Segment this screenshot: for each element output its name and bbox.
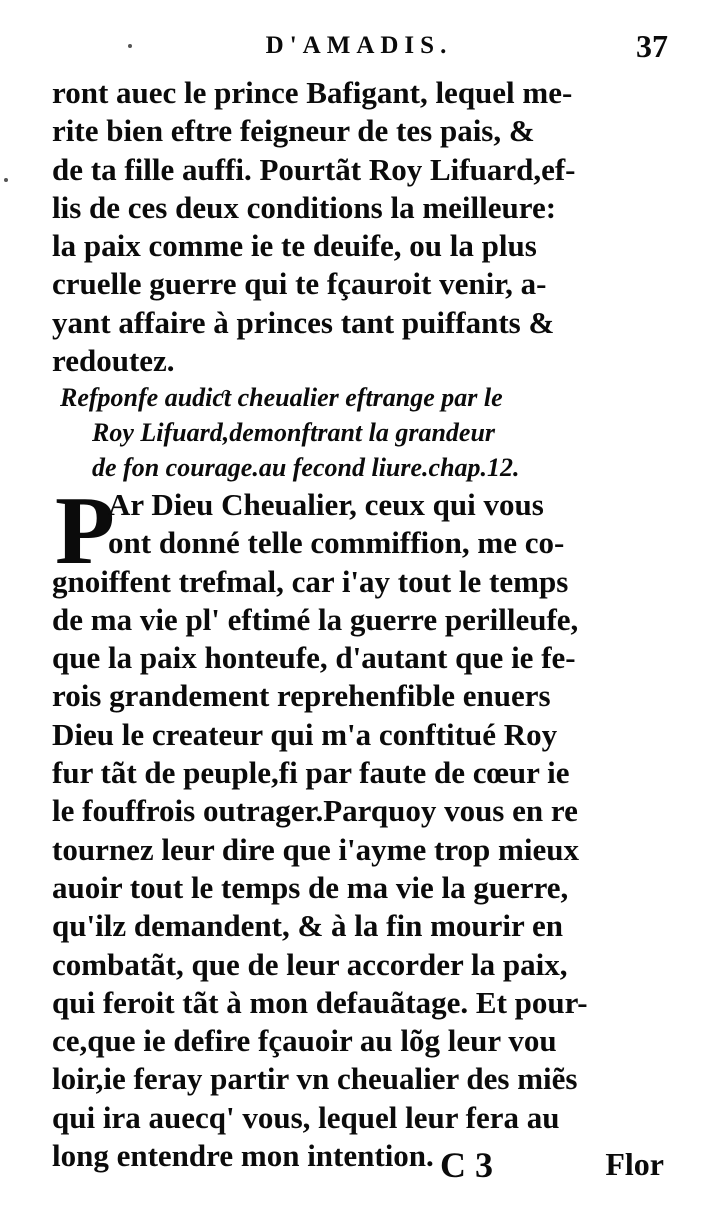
text-line: ont donné telle commiffion, me co- xyxy=(108,525,565,561)
page-footer xyxy=(0,1144,718,1188)
text-line: qu'ilz demandent, & à la fin mourir en xyxy=(52,908,563,944)
section-rubric xyxy=(60,380,650,485)
text-line: yant affaire à princes tant puiffants & xyxy=(52,304,555,340)
text-line: la paix comme ie te deuife, ou la plus xyxy=(52,228,537,264)
drop-cap-initial: P xyxy=(55,477,115,585)
running-title: D'AMADIS. xyxy=(265,32,453,59)
text-line: fur tãt de peuple,fi par faute de cœur ie xyxy=(52,755,570,791)
paragraph-continued xyxy=(52,74,652,380)
text-line: lis de ces deux conditions la meilleure: xyxy=(52,189,557,225)
page-header xyxy=(0,28,718,68)
text-line: loir,ie feray partir vn cheualier des miẽs xyxy=(52,1061,578,1097)
text-line: qui ira auecq' vous, lequel leur fera au xyxy=(52,1099,560,1135)
rubric-line: Roy Lifuard,demonftrant la grandeur xyxy=(92,418,496,447)
text-line: rois grandement reprehenfible enuers xyxy=(52,678,551,714)
signature-mark: C 3 xyxy=(440,1145,493,1185)
rubric-line: de fon courage.au fecond liure.chap.12. xyxy=(92,453,520,482)
text-line: Ar Dieu Cheualier, ceux qui vous xyxy=(108,487,544,522)
text-line: tournez leur dire que i'ayme trop mieux xyxy=(52,831,579,867)
text-line: le fouffrois outrager.Parquoy vous en re xyxy=(52,793,578,829)
text-line: combatãt, que de leur accorder la paix, xyxy=(52,946,568,982)
text-line: de ma vie pl' eftimé la guerre perilleufe, xyxy=(52,601,579,637)
text-line: de ta fille auffi. Pourtãt Roy Lifuard,ef- xyxy=(52,151,576,187)
text-line: ront auec le prince Bafigant, lequel me- xyxy=(52,75,573,110)
text-line: qui feroit tãt à mon defauãtage. Et pour- xyxy=(52,984,588,1020)
paragraph-response xyxy=(52,477,652,1175)
text-line: que la paix honteufe, d'autant que ie fe- xyxy=(52,640,576,676)
text-line: cruelle guerre qui te fçauroit venir, a- xyxy=(52,266,547,302)
text-line: ce,que ie defire fçauoir au lõg leur vou xyxy=(52,1023,557,1059)
catchword: Flor xyxy=(605,1146,664,1182)
text-line: rite bien eftre feigneur de tes pais, & xyxy=(52,113,535,149)
text-line: redoutez. xyxy=(52,343,175,379)
text-line: gnoiffent trefmal, car i'ay tout le temps xyxy=(52,563,569,599)
text-line: auoir tout le temps de ma vie la guerre, xyxy=(52,869,569,905)
ink-speck xyxy=(4,178,8,182)
page-number: 37 xyxy=(636,28,668,64)
text-line: Dieu le createur qui m'a conftitué Roy xyxy=(52,716,558,752)
text-line: long entendre mon intention. xyxy=(52,1138,434,1174)
rubric-line: Refponfe audiƈt cheualier eftrange par le xyxy=(60,383,503,412)
